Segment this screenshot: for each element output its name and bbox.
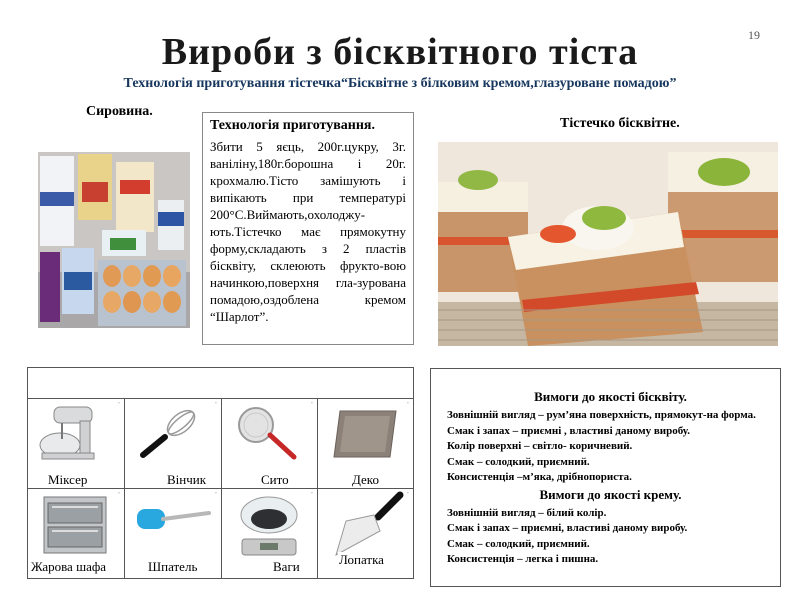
baking-tray-icon bbox=[332, 409, 398, 459]
technology-text: Збити 5 яєць, 200г.цукру, 3г. ваніліну,180г.борошна і 20г. крохмалю.Тісто замішують і випікають при температурі 200°С.Виймають,охолоджу-ють.Тістечко має прямокутну форму,складають з 2 пластів бісквіту, склеюють фрукто-вою начинкою,поверхня гла-зурована помадою,оздоблена кремом “Шарлот”. bbox=[210, 139, 406, 324]
spatula-icon bbox=[135, 501, 211, 537]
scales-icon bbox=[236, 493, 302, 559]
tool-label-sieve: Сито bbox=[261, 472, 289, 487]
cake-label: Тістечко бісквітне. bbox=[560, 116, 680, 131]
cream-quality-item: Консистенція – легка і пишна. bbox=[447, 553, 599, 565]
tools-table bbox=[27, 367, 414, 579]
cake-photo bbox=[438, 142, 778, 346]
oven-icon bbox=[42, 495, 108, 555]
sponge-quality-item: Смак – солодкий, приємний. bbox=[447, 455, 590, 468]
cream-quality-item: Смак і запах – приємні, властиві даному виробу. bbox=[447, 522, 688, 534]
cream-quality-heading: Вимоги до якості крему. bbox=[539, 486, 682, 502]
tool-label-mixer: Міксер bbox=[48, 472, 88, 487]
page-title: Вироби з бісквітного тіста bbox=[161, 31, 639, 73]
tool-cell-scales: • Ваги bbox=[222, 489, 318, 579]
technology-heading: Технологія приготування. bbox=[210, 118, 375, 133]
tool-cell-baking-tray: • Деко bbox=[318, 399, 413, 489]
mixer-icon bbox=[36, 405, 98, 461]
sponge-quality-item: Колір поверхні – світло- коричневий. bbox=[447, 440, 633, 452]
cake-illustration bbox=[438, 142, 778, 346]
sieve-icon bbox=[234, 405, 300, 463]
tool-cell-oven: • Жарова шафа bbox=[28, 489, 125, 579]
tool-label-whisk: Вінчик bbox=[167, 472, 207, 487]
raw-materials-label: Сировина. bbox=[86, 104, 153, 119]
sponge-quality-item: Смак і запах – приємні , властиві даному виробу. bbox=[447, 424, 690, 437]
cake-server-icon bbox=[326, 491, 406, 557]
tool-label-spatula: Шпатель bbox=[148, 559, 198, 574]
page-number: 19 bbox=[748, 28, 760, 42]
ingredients-photo bbox=[38, 152, 190, 328]
technology-box bbox=[202, 112, 414, 345]
tool-cell-cake-server: • Лопатка bbox=[318, 489, 413, 579]
whisk-icon bbox=[139, 407, 199, 459]
tool-label-cake-server: Лопатка bbox=[339, 552, 384, 567]
page-subtitle: Технологія приготування тістечка“Бісквітне з білковим кремом,глазуроване помадою” bbox=[123, 76, 677, 91]
quality-requirements-box bbox=[430, 368, 781, 587]
sponge-quality-heading: Вимоги до якості бісквіту. bbox=[534, 389, 687, 404]
tool-cell-sieve: • Сито bbox=[222, 399, 318, 489]
tool-label-scales: Ваги bbox=[273, 559, 300, 574]
tool-cell-mixer: • Міксер bbox=[28, 399, 125, 489]
sponge-quality-item: Консистенція –м’яка, дрібнопориста. bbox=[447, 471, 632, 483]
cream-quality-item: Смак – солодкий, приємний. bbox=[447, 537, 590, 550]
tools-table-header-row bbox=[28, 368, 413, 399]
cream-quality-item: Зовнішній вигляд – білий колір. bbox=[447, 506, 607, 519]
tool-cell-whisk: • Вінчик bbox=[125, 399, 222, 489]
ingredients-illustration bbox=[38, 152, 190, 328]
tool-label-baking-tray: Деко bbox=[352, 472, 379, 487]
sponge-quality-item: Зовнішній вигляд – рум’яна поверхність, прямокут-на форма. bbox=[447, 409, 756, 421]
tool-cell-spatula: • Шпатель bbox=[125, 489, 222, 579]
tool-label-oven: Жарова шафа bbox=[31, 559, 107, 574]
